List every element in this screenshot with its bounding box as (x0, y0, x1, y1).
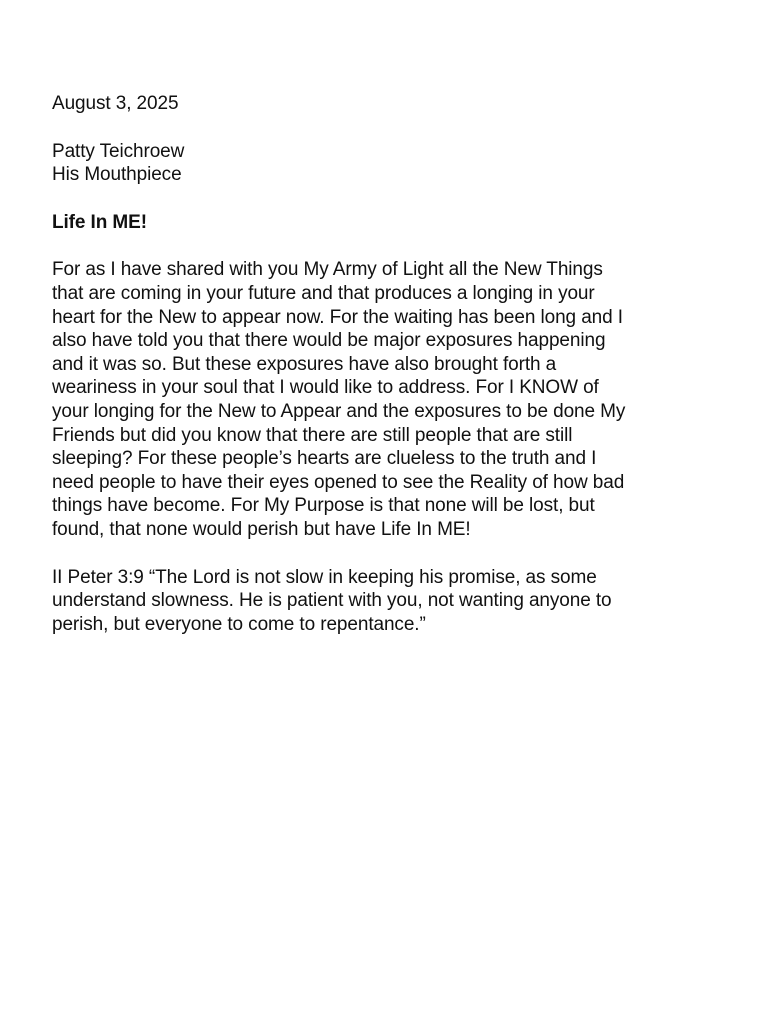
message-line: that are coming in your future and that produces a longing in your (52, 282, 595, 304)
message-line: Friends but did you know that there are still people that are still (52, 424, 573, 446)
scripture-quote (52, 566, 724, 637)
scripture-line: II Peter 3:9 “The Lord is not slow in keeping his promise, as some (52, 566, 597, 588)
scripture-line: understand slowness. He is patient with you, not wanting anyone to (52, 590, 612, 612)
message-line: things have become. For My Purpose is that none will be lost, but (52, 495, 595, 517)
message-line: need people to have their eyes opened to see the Reality of how bad (52, 471, 625, 493)
scripture-line: perish, but everyone to come to repentance.” (52, 613, 426, 635)
message-line: weariness in your soul that I would like to address. For I KNOW of (52, 377, 599, 399)
author-role: His Mouthpiece (52, 164, 182, 186)
message-line: and it was so. But these exposures have also brought forth a (52, 353, 557, 375)
author-name: Patty Teichroew (52, 140, 185, 162)
message-line: found, that none would perish but have Life In ME! (52, 518, 471, 540)
author-block (52, 140, 724, 187)
message-line: For as I have shared with you My Army of Light all the New Things (52, 259, 603, 281)
message-paragraph (52, 258, 724, 541)
message-line: also have told you that there would be major exposures happening (52, 330, 606, 352)
document-title: Life In ME! (52, 211, 147, 233)
message-line: sleeping? For these people’s hearts are clueless to the truth and I (52, 448, 597, 470)
document-content (52, 92, 724, 636)
message-line: heart for the New to appear now. For the waiting has been long and I (52, 306, 623, 328)
message-line: your longing for the New to Appear and the exposures to be done My (52, 400, 626, 422)
document-date: August 3, 2025 (52, 93, 179, 114)
